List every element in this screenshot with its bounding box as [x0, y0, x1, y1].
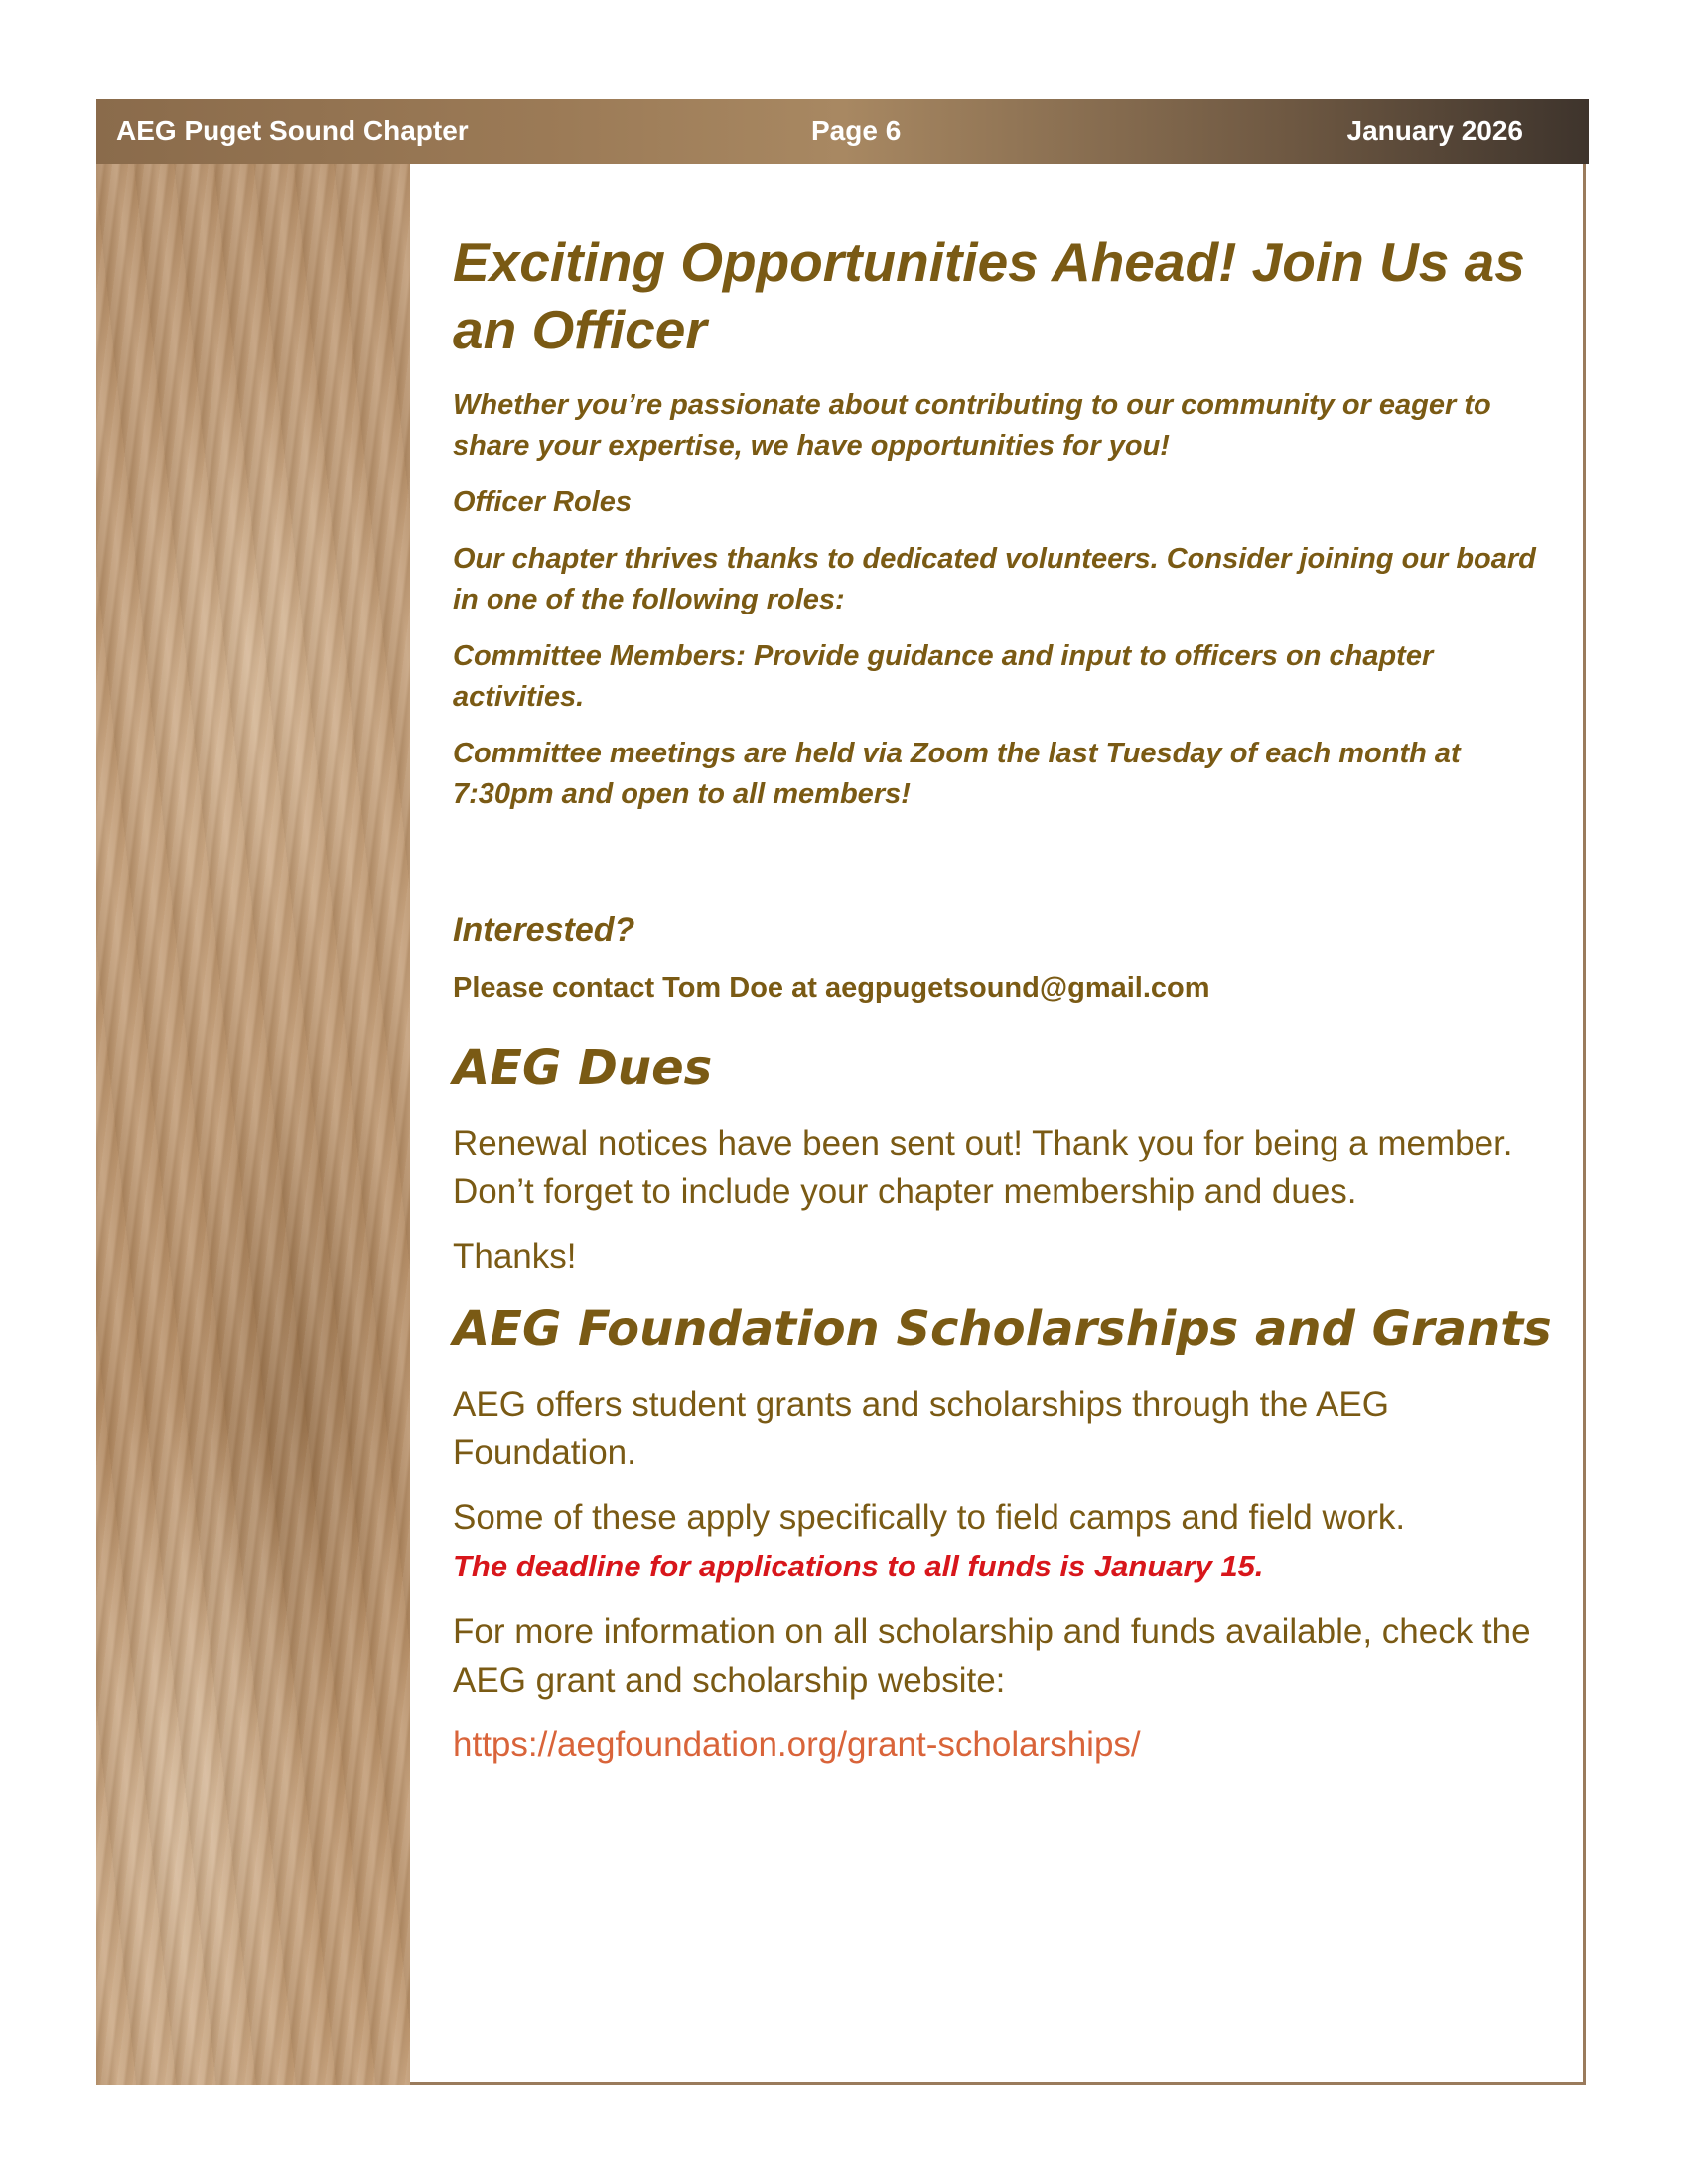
dues-text: Renewal notices have been sent out! Thank you for being a member. Don’t forget to include your chapter membership and dues.: [453, 1124, 1513, 1211]
spacer: [453, 831, 1555, 908]
contact-text: Please contact Tom Doe at aegpugetsound@gmail.com: [453, 972, 1210, 1004]
dues-heading: AEG Dues: [453, 1040, 713, 1096]
main-content: [453, 228, 1555, 1769]
foundation-text-1: AEG offers student grants and scholarships through the AEG Foundation.: [453, 1385, 1389, 1472]
foundation-text-3: For more information on all scholarship and funds available, check the AEG grant and scholarship website:: [453, 1612, 1531, 1700]
interested-heading: Interested?: [453, 911, 635, 949]
foundation-heading: AEG Foundation Scholarships and Grants: [453, 1301, 1552, 1357]
officer-roles-heading: Officer Roles: [453, 486, 632, 518]
foundation-text-2: Some of these apply specifically to field camps and field work.: [453, 1498, 1406, 1537]
officer-title: Exciting Opportunities Ahead! Join Us as an Officer: [453, 231, 1525, 360]
scholarship-website-link[interactable]: https://aegfoundation.org/grant-scholarships/: [453, 1725, 1141, 1764]
committee-members-text: Committee Members: Provide guidance and input to officers on chapter activities.: [453, 640, 1434, 713]
decorative-terrain-sidebar: [96, 164, 410, 2085]
chapter-name: AEG Puget Sound Chapter: [116, 115, 469, 146]
page-number: Page 6: [811, 115, 902, 146]
issue-date: January 2026: [1346, 115, 1523, 146]
dues-thanks: Thanks!: [453, 1237, 577, 1276]
committee-meetings-text: Committee meetings are held via Zoom the last Tuesday of each month at 7:30pm and open to all members!: [453, 738, 1461, 810]
officer-intro: Whether you’re passionate about contributing to our community or eager to share your expertise, we have opportunities for you!: [453, 389, 1491, 462]
deadline-notice: The deadline for applications to all funds is January 15.: [453, 1549, 1264, 1583]
page-header: [96, 99, 1589, 164]
officer-roles-text: Our chapter thrives thanks to dedicated volunteers. Consider joining our board in one of the following roles:: [453, 543, 1536, 615]
